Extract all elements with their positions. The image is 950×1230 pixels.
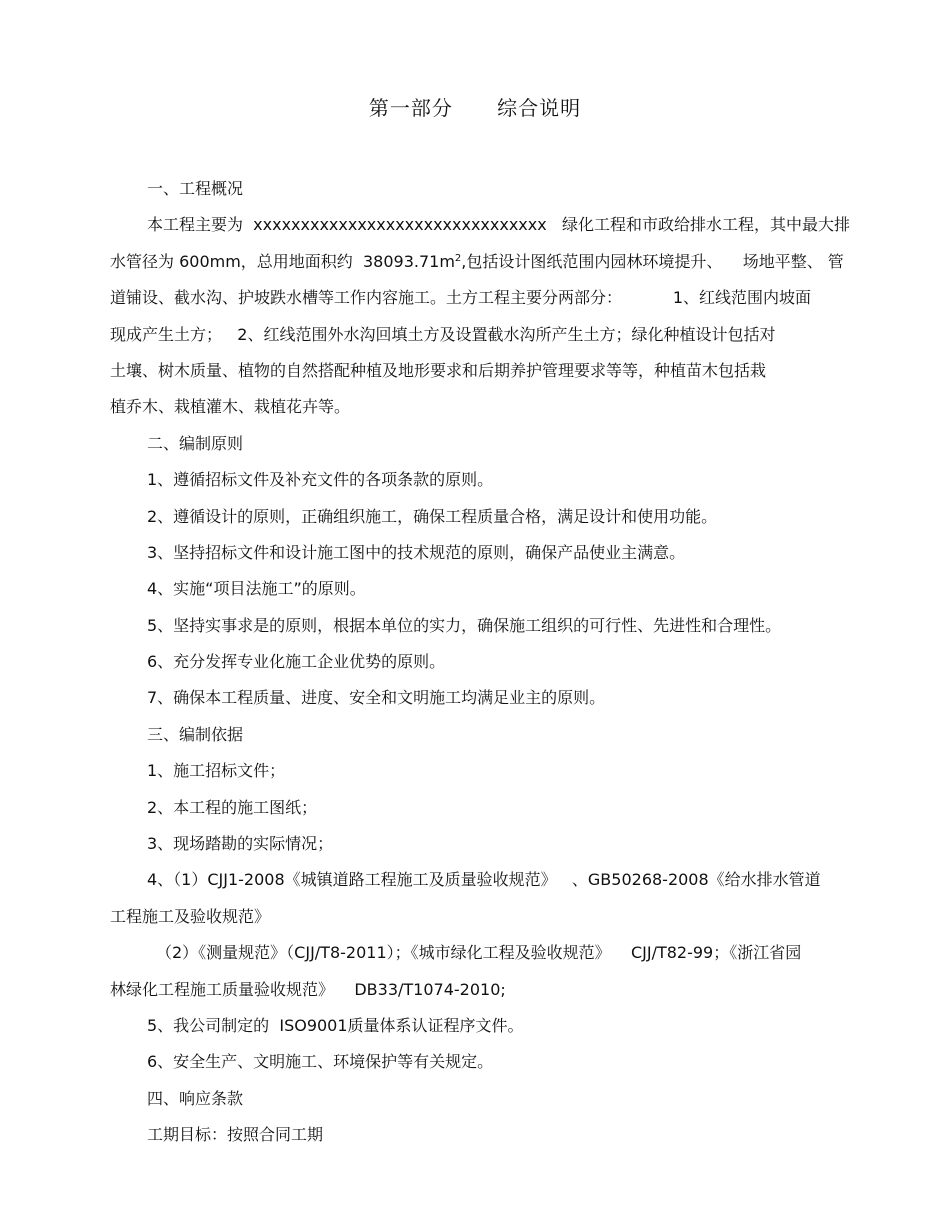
paragraph-line: 林绿化工程施工质量验收规范》 DB33/T1074-2010;: [110, 979, 506, 999]
paragraph-line: （2）《测量规范》（CJJ/T8-2011）；《城市绿化工程及验收规范》 CJJ/T82-99；《浙江省园: [156, 943, 802, 963]
paragraph-line: 现成产生土方； 2、红线范围外水沟回填土方及设置截水沟所产生土方；绿化种植设计包括对: [110, 324, 776, 344]
paragraph-line: 植乔木、栽植灌木、栽植花卉等。: [110, 397, 351, 417]
paragraph-line: 工程施工及验收规范》: [110, 906, 271, 926]
paragraph-line: 本工程主要为 xxxxxxxxxxxxxxxxxxxxxxxxxxxxxxx 绿化工程和市政给排水工程，其中最大排: [147, 215, 850, 235]
list-item: 4、（1）CJJ1-2008《城镇道路工程施工及质量验收规范》 、GB50268-2008《给水排水管道: [147, 870, 821, 890]
list-item: 5、我公司制定的 ISO9001质量体系认证程序文件。: [147, 1015, 524, 1035]
section-heading-basis: 三、编制依据: [147, 724, 244, 744]
list-item: 1、施工招标文件；: [147, 761, 286, 781]
list-item: 7、确保本工程质量、进度、安全和文明施工均满足业主的原则。: [147, 688, 606, 708]
list-item: 3、坚持招标文件和设计施工图中的技术规范的原则，确保产品使业主满意。: [147, 542, 686, 562]
list-item: 6、充分发挥专业化施工企业优势的原则。: [147, 652, 446, 672]
document-title: 第一部分 综合说明: [368, 96, 582, 120]
list-item: 1、遵循招标文件及补充文件的各项条款的原则。: [147, 470, 494, 490]
list-item: 3、现场踏勘的实际情况；: [147, 834, 334, 854]
superscript: 2: [454, 252, 462, 264]
list-item: 4、实施“项目法施工”的原则。: [147, 579, 366, 599]
list-item: 6、安全生产、文明施工、环境保护等有关规定。: [147, 1052, 494, 1072]
paragraph-line: [110, 244, 870, 280]
list-item: 2、遵循设计的原则，正确组织施工，确保工程质量合格，满足设计和使用功能。: [147, 506, 718, 526]
paragraph-text: ,包括设计图纸范围内园林环境提升、 场地平整、 管: [461, 251, 844, 271]
document-body: [110, 171, 870, 1154]
paragraph-text: 水管径为 600mm，总用地面积约 38093.71m: [110, 251, 455, 271]
section-heading-principles: 二、编制原则: [147, 433, 244, 453]
paragraph-line: 道铺设、截水沟、护坡跌水槽等工作内容施工。土方工程主要分两部分： 1、红线范围内坡面: [110, 288, 812, 308]
paragraph-line: 土壤、树木质量、植物的自然搭配种植及地形要求和后期养护管理要求等等，种植苗木包括栽: [110, 360, 767, 380]
section-heading-overview: 一、工程概况: [147, 179, 244, 198]
paragraph-line: 工期目标：按照合同工期: [147, 1125, 324, 1145]
section-heading-response: 四、响应条款: [147, 1088, 244, 1108]
list-item: 2、本工程的施工图纸；: [147, 797, 318, 817]
list-item: 5、坚持实事求是的原则，根据本单位的实力，确保施工组织的可行性、先进性和合理性。: [147, 615, 782, 635]
